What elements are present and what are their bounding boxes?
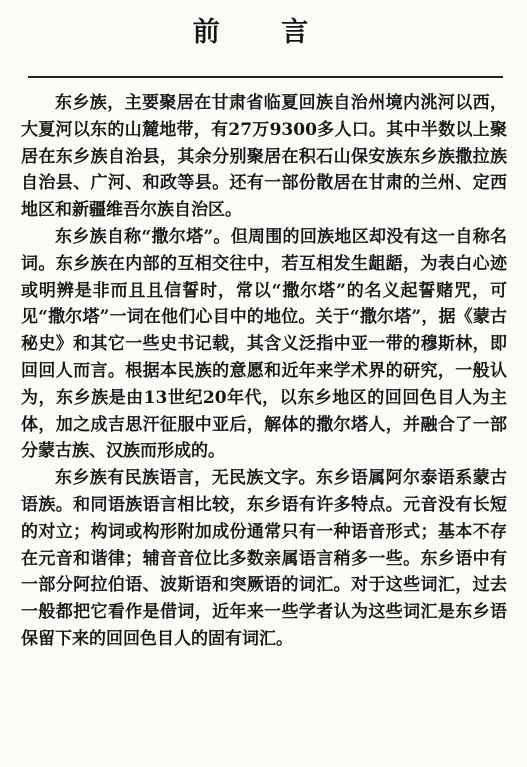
title-divider — [28, 76, 503, 78]
paragraph-3: 东乡族有民族语言，无民族文字。东乡语属阿尔泰语系蒙古语族。和同语族语言相比较，东乡语有许多特点。元音没有长短的对立；构词或构形附加成份通常只有一种语音形式；基本不存在元音和谐律；辅音音位比多数亲属语言稍多一些。东乡语中有一部分阿拉伯语、波斯语和突厥语的词汇。对于这些词汇，过去一般都把它看作是借词，近年来一些学者认为这些词汇是东乡语保留下来的回回色目人的固有词汇。 — [21, 468, 507, 649]
document-body — [21, 90, 507, 653]
page-title: 前 言 — [192, 17, 335, 48]
paragraph-1: 东乡族，主要聚居在甘肃省临夏回族自治州境内洮河以西，大夏河以东的山麓地带，有27万9300多人口。其中半数以上聚居在东乡族自治县，其余分别聚居在积石山保安族东乡族撒拉族自治县、广河、和政等县。还有一部份散居在甘肃的兰州、定西地区和新疆维吾尔族自治区。 — [21, 93, 507, 221]
paragraph-2: 东乡族自称“撒尔塔”。但周围的回族地区却没有这一自称名词。东乡族在内部的互相交往中，若互相发生龃龉，为表白心迹或明辨是非而且且信誓时，常以“撒尔塔”的名义起誓赌咒，可见“撒尔塔”一词在他们心目中的地位。关于“撒尔塔”，据《蒙古秘史》和其它一些史书记载，其含义泛指中亚一带的穆斯林，即回回人而言。根据本民族的意愿和近年来学术界的研究，一般认为，东乡族是由13世纪20年代，以东乡地区的回回色目人为主体，加之成吉思汗征服中亚后，解体的撒尔塔人，并融合了一部分蒙古族、汉族而形成的。 — [21, 226, 507, 462]
